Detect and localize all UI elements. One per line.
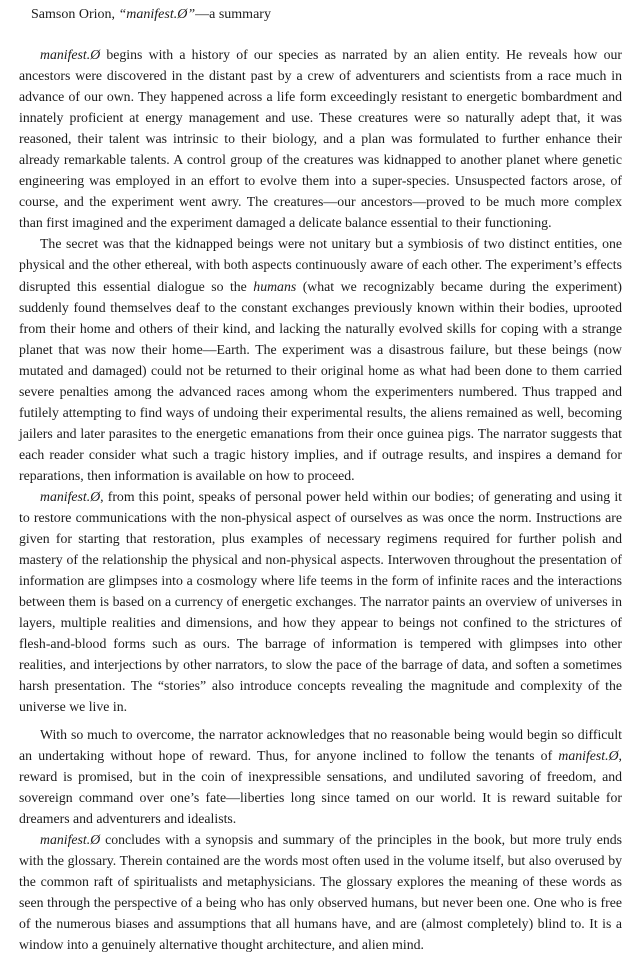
running-header bbox=[31, 6, 271, 24]
paragraph-text: (what we recognizably became during the experiment) suddenly found themselves deaf to the constant exchanges previously known within their bodies, uprooted from their home and others of their kind, and lacking the naturally evolved skills for coping with a strange planet that was now their home—Earth. The experiment was a disastrous failure, but these beings (now mutated and damaged) could not be returned to their original home as what had been done to them carried severe penalties among the advanced races among whom the experimenters numbered. Thus trapped and futilely attempting to find ways of undoing their experimental results, the aliens remained as well, becoming jailers and later parasites to the energetic emanations from their once guinea pigs. The narrator suggests that each reader consider what such a tragic history implies, and if outrage results, and inspires a demand for reparations, then information is available on how to proceed. bbox=[19, 278, 622, 483]
header-author: Samson Orion, bbox=[31, 7, 119, 22]
book-title-ref: manifest.Ø bbox=[40, 488, 101, 504]
summary-body bbox=[19, 44, 622, 955]
paragraph-text: With so much to overcome, the narrator acknowledges that no reasonable being would begin so difficult an undertaking without hope of reward. Thus, for anyone inclined to follow the tenants of bbox=[19, 726, 622, 763]
paragraph-text: , from this point, speaks of personal power held within our bodies; of generating and using it to restore communications with the non-physical aspect of ourselves as was once the norm. Instructions are given for starting that restoration, plus examples of necessary regimens required for further polish and mastery of the relationship the physical and non-physical aspects. Interwoven throughout the presentation of information are glimpses into a cosmology where life teems in the form of infinite races and the interactions between them is based on a currency of energetic exchanges. The narrator paints an overview of universes in layers, multiple realities and dimensions, and how they appear to beings not confined to the strictures of flesh-and-blood forms such as ours. The barrage of information is tempered with glimpses into other realities, and interjections by other narrators, to slow the pace of the barrage of data, and soften a sometimes harsh presentation. The “stories” also introduce concepts revealing the magnitude and complexity of the universe we live in. bbox=[19, 488, 622, 715]
paragraph-text: The secret was that the kidnapped beings were not unitary but a symbiosis of two distinct entities, one physical and the other ethereal, with both aspects continuously aware of each other. The experiment’s effects disrupted this essential dialogue so the bbox=[19, 236, 622, 294]
paragraph-1 bbox=[19, 44, 622, 233]
paragraph-text: , reward is promised, but in the coin of inexpressible sensations, and undiluted savoring of freedom, and sovereign command over one’s fate—liberties long since tamed on our world. It is reward suitable for dreamers and adventurers and idealists. bbox=[19, 747, 622, 826]
header-suffix: —a summary bbox=[195, 7, 271, 22]
paragraph-text: concludes with a synopsis and summary of the principles in the book, but more truly ends with the glossary. Therein contained are the words most often used in the volume itself, but also overused by the common raft of spiritualists and metaphysicians. The glossary explores the meaning of these words as seen through the perspective of a being who has only observed humans, but never been one. One who is free of the numerous biases and assumptions that all humans have, and are (almost completely) blind to. It is a window into a genuinely alternative thought architecture, and alien mind. bbox=[19, 831, 622, 952]
paragraph-2 bbox=[19, 233, 622, 486]
paragraph-text: begins with a history of our species as narrated by an alien entity. He reveals how our ancestors were discovered in the distant past by a crew of adventurers and scientists from a race much in advance of our own. They happened across a life form exceedingly resistant to energetic bombardment and innately proficient at energy management and use. These creatures were so naturally adept that, it was reasoned, their talent was intrinsic to their biology, and a plan was formulated to further enhance their already remarkable talents. A control group of the creatures was kidnapped to another planet where genetic engineering was employed in an effort to evolve them into a super-species. Unsuspected factors arose, of course, and the experiment went awry. The creatures—our ancestors—proved to be much more complex than first imagined and the experiment damaged a delicate balance essential to their functioning. bbox=[19, 47, 622, 231]
emphasis-humans: humans bbox=[253, 278, 297, 294]
header-title: “manifest.Ø” bbox=[118, 7, 196, 22]
book-title-ref: manifest.Ø bbox=[558, 747, 619, 763]
paragraph-3 bbox=[19, 486, 622, 718]
book-title-ref: manifest.Ø bbox=[40, 831, 101, 847]
paragraph-5 bbox=[19, 829, 622, 955]
book-title-ref: manifest.Ø bbox=[40, 47, 101, 62]
paragraph-4 bbox=[19, 724, 622, 829]
